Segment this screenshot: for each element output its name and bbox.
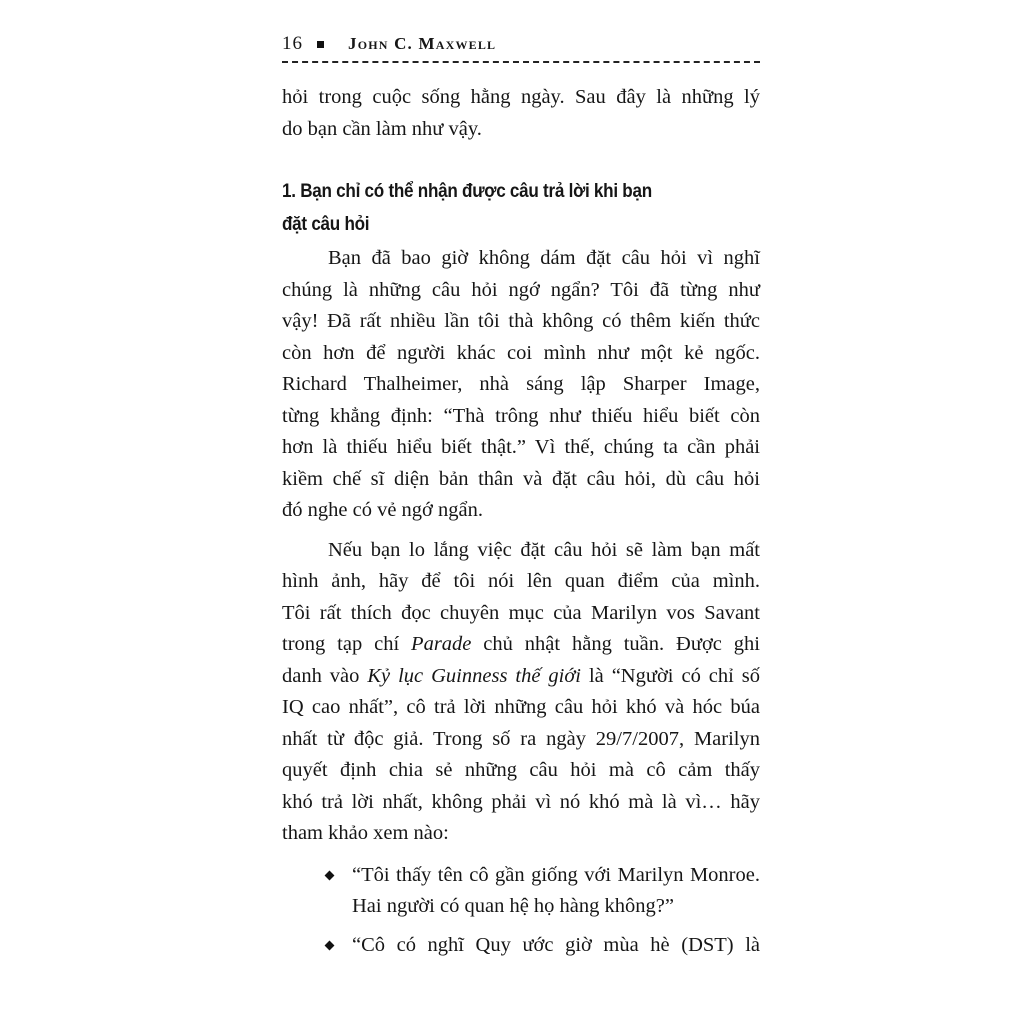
- text-line: Tôi rất thích đọc chuyên mục của Marilyn vos Savant: [282, 601, 760, 624]
- text-line: khó trả lời nhất, không phải vì nó khó mà là vì… hãy: [282, 790, 760, 813]
- text-line: IQ cao nhất”, cô trả lời những câu hỏi khó và hóc búa: [282, 696, 760, 718]
- text-line: chúng là những câu hỏi ngớ ngẩn? Tôi đã từng như: [282, 278, 760, 301]
- diamond-bullet-icon: [325, 870, 335, 880]
- intro-paragraph: [282, 82, 760, 145]
- text-line: nhất từ độc giả. Trong số ra ngày 29/7/2007, Marilyn: [282, 727, 760, 750]
- text-line: hơn là thiếu hiểu biết thật.” Vì thế, chúng ta cần phải: [282, 436, 760, 458]
- text-line: tham khảo xem nào:: [282, 822, 449, 844]
- text-line: hình ảnh, hãy để tôi nói lên quan điểm của mình.: [282, 570, 760, 592]
- text-line: hỏi trong cuộc sống hằng ngày. Sau đây là những lý: [282, 86, 760, 108]
- diamond-bullet-icon: [325, 940, 335, 950]
- running-header: [282, 30, 496, 58]
- magazine-title: Parade: [411, 633, 472, 655]
- text-line: Nếu bạn lo lắng việc đặt câu hỏi sẽ làm bạn mất: [328, 538, 760, 561]
- header-dashed-rule: [282, 61, 760, 63]
- bullet-item: [322, 860, 760, 923]
- heading-line: đặt câu hỏi: [282, 214, 370, 235]
- body-text: [282, 82, 760, 968]
- text-line: “Tôi thấy tên cô gần giống với Marilyn Monroe.: [352, 863, 760, 886]
- text-run: chủ nhật hằng tuần. Được ghi: [471, 633, 760, 655]
- text-line: Richard Thalheimer, nhà sáng lập Sharper Image,: [282, 373, 760, 395]
- book-page: [282, 30, 760, 990]
- author-name: John C. Maxwell: [348, 34, 497, 53]
- heading-line: 1. Bạn chỉ có thể nhận được câu trả lời khi bạn: [282, 181, 652, 202]
- book-title: Kỷ lục Guinness thế giới: [367, 664, 581, 687]
- text-line: đó nghe có vẻ ngớ ngẩn.: [282, 499, 483, 521]
- bullet-item: [322, 930, 760, 962]
- text-line: “Cô có nghĩ Quy ước giờ mùa hè (DST) là: [352, 933, 760, 956]
- text-line: [282, 661, 760, 693]
- paragraph: [282, 243, 760, 527]
- text-run: trong tạp chí: [282, 633, 412, 655]
- header-square-bullet: [317, 41, 324, 48]
- text-line: do bạn cần làm như vậy.: [282, 117, 482, 140]
- text-line: vậy! Đã rất nhiều lần tôi thà không có thêm kiến thức: [282, 310, 760, 332]
- text-line: kiềm chế sĩ diện bản thân và đặt câu hỏi, dù câu hỏi: [282, 467, 760, 490]
- section-heading: [282, 175, 712, 241]
- text-line: Bạn đã bao giờ không dám đặt câu hỏi vì nghĩ: [328, 247, 760, 269]
- text-run: danh vào: [282, 664, 368, 687]
- text-run: là “Người có chỉ số: [580, 664, 761, 687]
- page-number: 16: [282, 33, 303, 54]
- text-line: quyết định chia sẻ những câu hỏi mà cô cảm thấy: [282, 759, 760, 781]
- text-line: còn hơn để người khác coi mình như một kẻ ngốc.: [282, 341, 760, 364]
- text-line: Hai người có quan hệ họ hàng không?”: [352, 895, 674, 917]
- paragraph: [282, 535, 760, 850]
- text-line: từng khẳng định: “Thà trông như thiếu hiểu biết còn: [282, 404, 760, 427]
- text-line: [282, 629, 760, 661]
- bullet-list: [282, 860, 760, 962]
